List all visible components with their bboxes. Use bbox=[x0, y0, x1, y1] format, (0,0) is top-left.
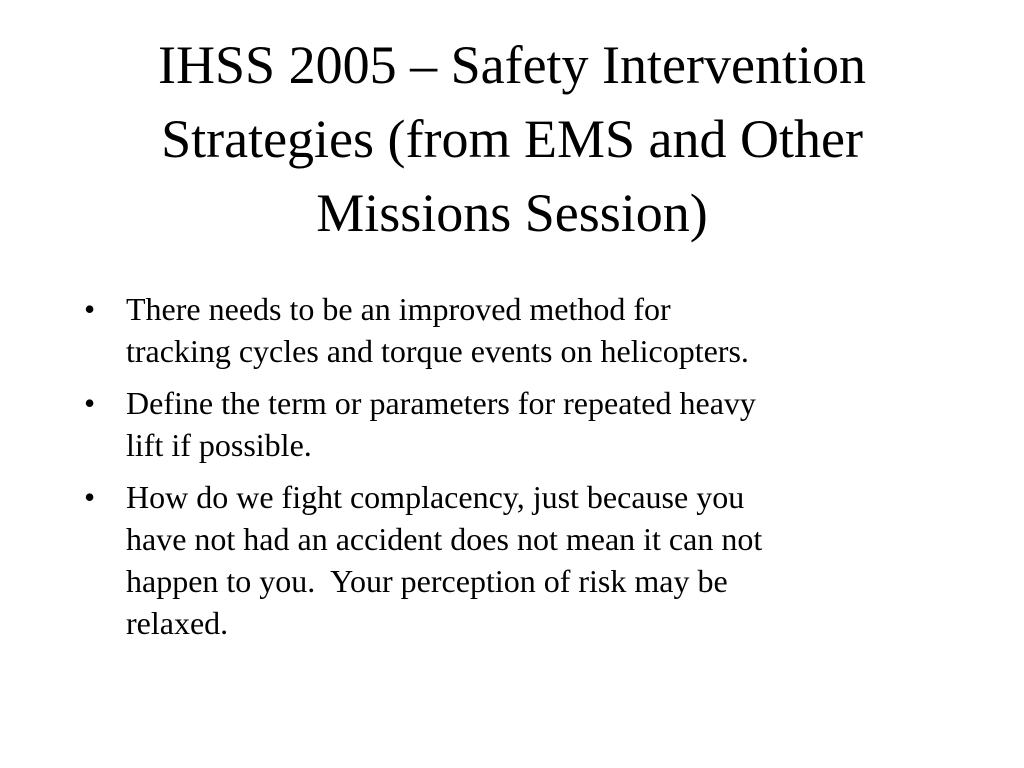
slide-title-line: Strategies (from EMS and Other bbox=[161, 109, 863, 169]
bullet-list bbox=[84, 288, 944, 654]
bullet-line: tracking cycles and torque events on helicopters. bbox=[126, 333, 749, 369]
bullet-item bbox=[84, 476, 944, 644]
bullet-line: relaxed. bbox=[126, 605, 229, 641]
bullet-line: There needs to be an improved method for bbox=[126, 291, 671, 327]
bullet-item bbox=[84, 382, 944, 466]
bullet-icon: • bbox=[84, 385, 96, 421]
slide-title-line: IHSS 2005 – Safety Intervention bbox=[158, 35, 866, 95]
bullet-text bbox=[126, 382, 944, 466]
bullet-icon: • bbox=[84, 479, 96, 515]
bullet-line: Define the term or parameters for repeated heavy bbox=[126, 385, 756, 421]
bullet-line: How do we fight complacency, just because you bbox=[126, 479, 745, 515]
slide-title bbox=[60, 28, 964, 250]
bullet-line: have not had an accident does not mean it can not bbox=[126, 521, 763, 557]
bullet-line: lift if possible. bbox=[126, 427, 312, 463]
bullet-text bbox=[126, 476, 944, 644]
slide-title-line: Missions Session) bbox=[316, 183, 708, 243]
bullet-line: happen to you. Your perception of risk may be bbox=[126, 563, 728, 599]
bullet-text bbox=[126, 288, 944, 372]
bullet-icon: • bbox=[84, 291, 96, 327]
bullet-item bbox=[84, 288, 944, 372]
